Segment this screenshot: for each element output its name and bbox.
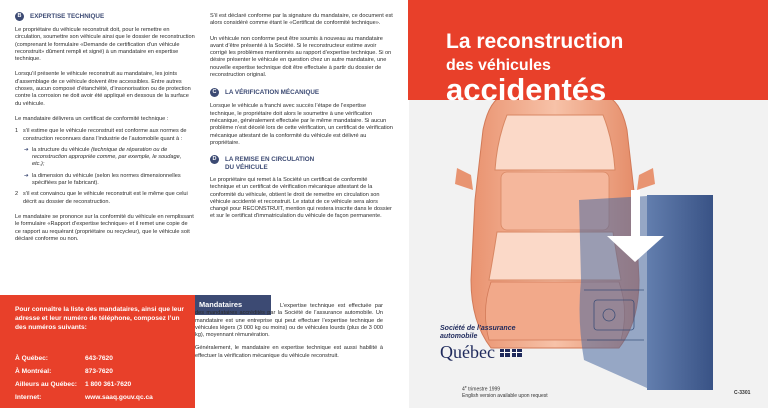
fleur-de-lis-icon xyxy=(512,349,522,357)
section-b-title: EXPERTISE TECHNIQUE xyxy=(30,13,105,20)
sub-item xyxy=(24,147,195,169)
numbered-item xyxy=(15,128,195,143)
section-c-header xyxy=(210,89,393,97)
section-b-paragraph: Le mandataire délivrera un certificat de conformité technique : xyxy=(15,115,169,122)
contact-row: Ailleurs au Québec: 1 800 361-7620 xyxy=(15,381,132,388)
section-c-badge: C xyxy=(210,88,219,97)
quarter-text: 4e trimestre 1999 xyxy=(462,385,501,393)
mandataires-label: Mandataires xyxy=(195,295,271,315)
item-number: 2 xyxy=(15,191,19,198)
contact-row: Internet: www.saaq.gouv.qc.ca xyxy=(15,394,153,401)
title-line-2: des véhicules xyxy=(446,57,551,74)
mandataires-paragraph: Généralement, le mandataire en expertise technique est aussi habilité à effectuer la vérification mécanique du véhicule reconstruit. xyxy=(195,345,383,359)
item-text: s’il est convaincu que le véhicule reconstruit est le même que celui décrit au dossier de reconstruction. xyxy=(23,191,188,205)
arrow-icon: ➔ xyxy=(24,172,29,179)
section-d-header xyxy=(210,156,393,171)
mandataires-text xyxy=(195,303,383,365)
section-d-paragraph: Le propriétaire qui remet à la Société un certificat de conformité technique et un certificat de vérification mécanique attestant de la conformité du véhicule, obtient le droit de remettre en circulation son véhicule accidenté et reconstruit. Le statut de ce véhicule sera alors changé pour RECONSTRUIT, mention qui restera inscrite dans le dossier et sur le certificat d’immatriculation du véhicule de façon permanente. xyxy=(210,176,392,220)
contact-row: À Québec: 643-7620 xyxy=(15,355,113,362)
contact-box xyxy=(0,295,195,408)
contact-row: À Montréal: 873-7620 xyxy=(15,368,113,375)
sub-item-text: la structure du véhicule (technique de réparation ou de reconstruction appropriée comme, par exemple, le soudage, etc.); xyxy=(32,146,182,168)
numbered-item xyxy=(15,191,195,206)
section-c-title: LA VÉRIFICATION MÉCANIQUE xyxy=(225,89,320,97)
website-link[interactable]: www.saaq.gouv.qc.ca xyxy=(85,394,153,401)
middle-column xyxy=(210,13,393,226)
title-line-1: La reconstruction xyxy=(446,30,624,53)
saaq-logo xyxy=(440,325,560,363)
section-d-title: LA REMISE EN CIRCULATION DU VÉHICULE xyxy=(225,156,315,171)
fleur-de-lis-icon xyxy=(500,349,510,357)
edition-info xyxy=(462,384,548,399)
section-b-badge: B xyxy=(15,12,24,21)
mandataires-paragraph: L’expertise technique est effectuée par des mandataires accrédités par la Société de l’assurance automobile. Un mandataire est une entreprise qui peut effectuer l’expertise technique de véhicules légers (3 000 kg ou moins) ou de véhicules lourds (plus de 3 000 kg), moyennant rémunération. xyxy=(195,303,383,339)
section-b-paragraph: Lorsqu’il présente le véhicule reconstruit au mandataire, les joints d’assemblage de ce véhicule doivent être accessibles. Entre autres choses, aucun composé d’étanchéité, d’insonorisation ou de protection contre la corrosion ne doit avoir été appliqué en dessous de la surface du véhicule. xyxy=(15,71,191,107)
contact-lead: Pour connaître la liste des mandataires, ainsi que leur adresse et leur numéro de téléphone, composez l’un des numéros suivants: xyxy=(15,306,184,331)
section-d-badge: D xyxy=(210,155,219,164)
title-line-3: accidentés xyxy=(446,72,607,107)
logo-text: Société de l’assurance automobile xyxy=(440,325,516,340)
middle-paragraph: Un véhicule non conforme peut être soumis à nouveau au mandataire avant d’être présenté à la Société. Si le reconstructeur estime avoir corrigé les problèmes mentionnés au rapport d’expertise technique. Si on désire présenter le véhicule en question chez un autre mandataire, une nouvelle expertise technique doit être effectuée à partir du dossier de reconstruction original. xyxy=(210,35,392,79)
arrow-icon: ➔ xyxy=(24,146,29,153)
english-version-note: English version available upon request xyxy=(462,392,548,399)
item-number: 1 xyxy=(15,128,19,135)
section-b-paragraph: Le mandataire se prononce sur la conformité du véhicule en remplissant le formulaire «Rapport d’expertise technique» et il remet une copie de ce rapport au requérant (propriétaire ou recycleur), que le véhicule soit déclaré conforme ou non. xyxy=(15,213,194,242)
document-code: C-3301 xyxy=(734,390,751,396)
quebec-wordmark: Québec xyxy=(440,342,560,363)
sub-item-text: la dimension du véhicule (selon les normes dimensionnelles spécifiées par le fabricant). xyxy=(32,172,181,187)
section-b-header xyxy=(15,13,195,21)
middle-paragraph: S’il est déclaré conforme par la signature du mandataire, ce document est alors considéré comme étant le «Certificat de conformité technique». xyxy=(210,13,393,27)
section-b xyxy=(15,13,195,248)
section-b-paragraph: Le propriétaire du véhicule reconstruit doit, pour le remettre en circulation, soumettre son véhicule ainsi que le dossier de reconstruction (comprenant le formulaire «Demande de certification d’un véhicule reconstruit» dûment rempli et signé) à un mandataire en expertise technique. xyxy=(15,27,195,63)
section-c-paragraph: Lorsque le véhicule a franchi avec succès l’étape de l’expertise technique, le propriétaire doit alors le soumettre à une vérification mécanique, généralement effectuée par le même mandataire. Si aucun problème n’est décelé lors de cette vérification, un certificat de vérification mécanique attestant de la conformité du véhicule est délivré au propriétaire. xyxy=(210,103,393,146)
sub-item xyxy=(24,173,195,188)
item-text: s’il estime que le véhicule reconstruit est conforme aux normes de construction reconnues dans l’industrie de l’automobile quant à : xyxy=(23,128,187,142)
